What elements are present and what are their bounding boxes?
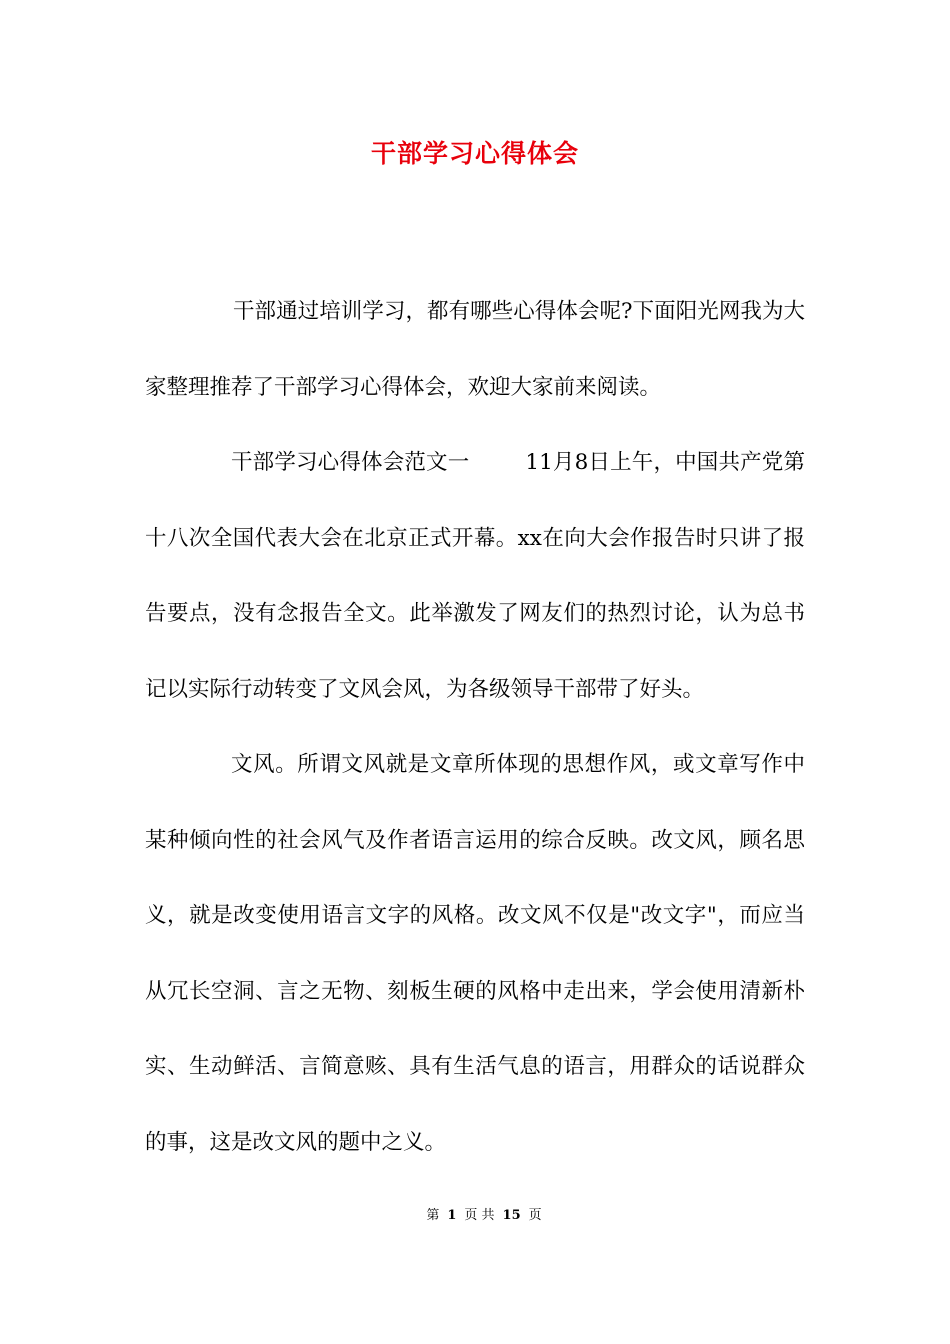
document-title: 干部学习心得体会 [370,139,579,168]
sample-heading: 干部学习心得体会范文一 [231,450,470,475]
footer-middle: 页 共 [464,1208,495,1223]
footer-suffix: 页 [528,1208,542,1223]
document-body [145,274,805,1180]
footer-prefix: 第 [426,1208,440,1223]
paragraph-sample-one-text: 11月8日上午，中国共产党第十八次全国代表大会在北京正式开幕。xx在向大会作报告时只讲了报告要点，没有念报告全文。此举激发了网友们的热烈讨论，认为总书记以实际行动转变了文风会风，为各级领导干部带了好头。 [145,450,805,702]
paragraph-intro-text: 干部通过培训学习，都有哪些心得体会呢?下面阳光网我为大家整理推荐了干部学习心得体会，欢迎大家前来阅读。 [145,299,805,400]
total-page-count: 15 [502,1208,521,1223]
current-page-number: 1 [447,1208,457,1223]
page-number-footer [0,1206,950,1226]
paragraph-intro [145,274,805,425]
paragraph-wenfeng-text: 文风。所谓文风就是文章所体现的思想作风，或文章写作中某种倾向性的社会风气及作者语言运用的综合反映。改文风，顾名思义，就是改变使用语言文字的风格。改文风不仅是"改文字"，而应当从冗长空洞、言之无物、刻板生硬的风格中走出来，学会使用清新朴实、生动鲜活、言简意赅、具有生活气息的语言，用群众的话说群众的事，这是改文风的题中之义。 [145,752,805,1155]
paragraph-sample-one [145,425,805,727]
paragraph-wenfeng [145,727,805,1180]
